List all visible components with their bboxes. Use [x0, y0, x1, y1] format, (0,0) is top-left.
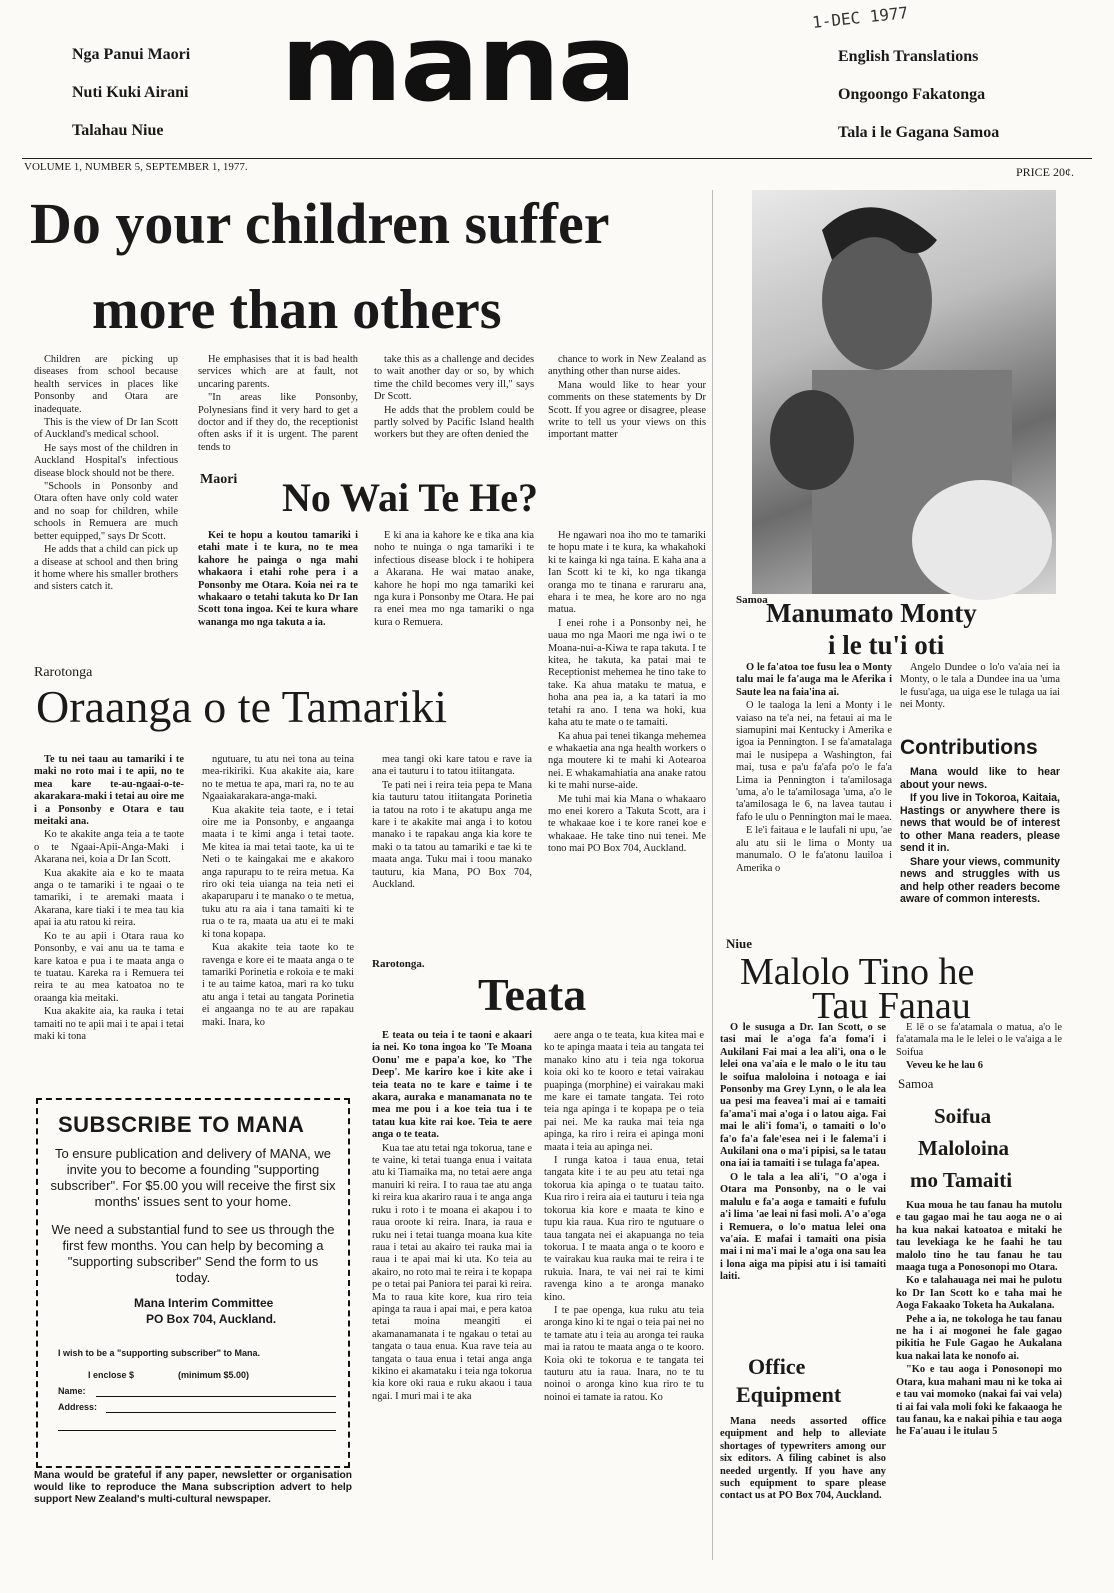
masthead-left: [72, 36, 272, 150]
contributions-body: [900, 766, 1060, 938]
maori-column-2: [374, 530, 534, 660]
masthead-left-line-2: Nuti Kuki Airani: [72, 84, 189, 101]
lead-paragraph: Children are picking up diseases from school because health services in places like Ponsonby and Otara are inadequate.: [34, 354, 178, 415]
subscribe-box: [36, 1098, 350, 1468]
subscribe-title: SUBSCRIBE TO MANA: [58, 1112, 305, 1137]
monty-paragraph: O le taaloga la leni a Monty i le vaiaso na te'a nei, na fetaui ai ma le siamupini mai Kentucky i Amerika e igoa ia Pennington. I se fa'amatalaga mai le nusipepa a Washington, fai mai, tusa e pa'u fa'afa po'o le fa'a Lima ia Pennington i ta'amilosaga 'uma, a'o le ta'amilosaga 'uma, a'o le ta'amilosaga le 6, na lavea tautau i fafo le ulu o Pennington mai le maea.: [736, 700, 892, 823]
column-rule: [712, 190, 713, 1560]
niue-headline-2: Tau Fanau: [812, 985, 971, 1027]
office-title-2: Equipment: [736, 1382, 842, 1407]
office-paragraph: Mana needs assorted office equipment and help to alleviate shortages of typewriters among our six editors. A filing cabinet is also needed urgently. If you have any such equipment to spare please contact us at PO Box 704, Auckland.: [720, 1416, 886, 1502]
niue-paragraph: O le susuga a Dr. Ian Scott, o se tasi mai le a'oga fa'a foma'i i Aukilani Fai mai a lea ali'i, ona o le lelei ona va'aia e le malo o le itu tau le soifua maloloina i notoaga e iai Ponsonby ma Grey Lynn, o le ala lea ua pesi ma feavea'i mai ai e tamaiti fa'ama'i mai a'oga i o latou aiga. Fai mai le ali'i foma'i, o tamaiti o lo'o fa'o fa'a fale'esea nei i le falema'i i Aukilani ona o ma'i pipisi, sa le tatau ona iai ia tamaiti i se tulaga fa'apea.: [720, 1022, 886, 1170]
masthead-right: [838, 38, 1108, 152]
maori-label: Maori: [200, 472, 238, 487]
samoa2-paragraph: Ko e talahauaga nei mai he pulotu ko Dr Ian Scott ko e taha mai he Aoga Fakaako Toketa ha Aukalana.: [896, 1275, 1062, 1312]
lead-paragraph: He adds that a child can pick up a disease at school and then bring it home where his smaller brothers and sisters catch it.: [34, 544, 178, 593]
subscribe-intro: To ensure publication and delivery of MANA, we invite you to become a founding "supporting subscriber". For $5.00 you will receive the first six months' issues sent to your home.: [50, 1146, 336, 1209]
masthead-right-line-1: English Translations: [838, 48, 979, 65]
lead-headline-1: Do your children suffer: [30, 191, 610, 256]
masthead-left-line-3: Talahau Niue: [72, 122, 164, 139]
rarotonga-paragraph: Ko te au apii i Otara raua ko Ponsonby, e vai anu ua te tama e kare katoa e pua i te maata anga o te tuatau. Kareka ra i Remuera tei reira te au mea katoatoa no te oraanga kia meitaki.: [34, 930, 184, 1004]
rarotonga-paragraph: ngutuare, tu atu nei tona au teina mea-rikiriki. Kua akakite aia, kare no te metua te apa, mari ra, no te au Ngaaiakarakara-anga-maki.: [202, 754, 354, 803]
subscribe-enclose-label: I enclose $: [88, 1370, 135, 1380]
teata-headline: Teata: [478, 969, 587, 1020]
monty-column-2: [900, 662, 1060, 728]
niue-label: Niue: [726, 936, 752, 951]
photo-caption-label: Samoa: [736, 594, 768, 606]
rarotonga-paragraph: Ko te akakite anga teia a te taote o te Ngaai-Apii-Anga-Maki i Akarana nei, koia a Dr Ian Scott.: [34, 829, 184, 866]
maori-paragraph: He ngawari noa iho mo te tamariki te hopu mate i te kura, ka whakahoki ki te kainga ki nga taina. E kaha ana a Ian Scott ki te ki, ko nga tikanga oranga mo te tinana e raruraru ana, ehara i te mea, he kore aro no nga matua.: [548, 530, 706, 616]
monty-column-1: [736, 662, 892, 950]
lead-column-1: [34, 354, 178, 656]
subscribe-address-label: Address:: [58, 1402, 98, 1412]
masthead-rule: [22, 158, 1092, 159]
teata-paragraph: E teata ou teia i te taoni e akaari ia nei. Ko tona ingoa ko 'Te Moana Oonu' me e papa'a koe, ko 'The Deep'. Me kariro koe i kite ake i teia teata no te kare e taime i te akara, auraka e manamanata no te mea me pou i a koe teia tua i te tatau kua kite rai koe. Teia te aere anga o te teata.: [372, 1030, 532, 1141]
subscribe-form-statement: I wish to be a "supporting subscriber" to Mana.: [58, 1348, 261, 1358]
subscribe-footnote-text: Mana would be grateful if any paper, newsletter or organisation would like to reproduce the Mana subscription advert to help support New Zealand's multi-cultural newspaper.: [34, 1470, 352, 1506]
rarotonga-column-3: [372, 754, 532, 946]
masthead-logo: mana: [280, 1, 635, 126]
boxer-silhouette: [752, 190, 1056, 594]
subscribe-fund: We need a substantial fund to see us through the first few months. You can help by becoming a "supporting subscriber" Send the form to us today.: [51, 1222, 335, 1285]
lead-paragraph: He adds that the problem could be partly solved by Pacific Island health workers but they are often denied the: [374, 404, 534, 441]
samoa2-headline-2: Maloloina: [918, 1136, 1010, 1160]
lead-paragraph: chance to work in New Zealand as anything other than nurse aides.: [548, 354, 706, 378]
maori-column-1: [198, 530, 358, 660]
teata-column-2: [544, 1030, 704, 1578]
samoa2-body: [896, 1200, 1062, 1530]
maori-paragraph: Me tuhi mai kia Mana o whakaaro mo enei korero a Takuta Scott, ara i te whakaae koe i te kore ranei koe e whakaae. He take tino nui tenei. Me tono mai PO Box 704, Auckland.: [548, 793, 706, 855]
office-title-1: Office: [748, 1354, 806, 1379]
subscribe-address-field[interactable]: [106, 1412, 336, 1413]
monty-headline-2: i le tu'i oti: [828, 630, 945, 660]
contributions-title: Contributions: [900, 736, 1038, 759]
subscribe-footnote: [34, 1470, 352, 1550]
rarotonga-paragraph: Kua akakite teia taote, e i tetai oire me ia Ponsonby, e angaanga maata i te kimi anga i tetai taote. Me kitea ia mai tetai taote, ka ui te Neti o te kaingakai me e akakoro anga rapurapu to te reira metua. Ka riro oki teia uianga na teia neti ei akaparuparu i te manako o te metua, tuku atu ra aia i tana tamaiti ki te rua o te ra, maata ua atu ei te maki ki tona kopapa.: [202, 804, 354, 940]
teata-paragraph: Kua tae atu tetai nga tokorua, tane e te vaine, ki tetai tuanga enua i vaitata atu ki Tiamaika ma, no tetai aere anga manuiri ki reira. I to raua tae atu anga ki reira kua akariro raua i te anga anga ruku i roto i te moana ei akapou i to raua oroote ki reira. Inara, ia raua e ruku nei i tetai tuanga moana kua kite raua i tetai au akairo tei rauka mai ia raua i te apai mai ki uta. Ko teia au akairo, no roto mai te reira i te kopapa pe o tetai pai Paniora tei parai ki reira. Ma to raua kite kore, kua riro teia apinga ta raua i apai mai, e pera katoa tetai moina meangiti ei akamanamanata i te ngakau o tetai au tangata o taua enua. Kua rave teia au tangata o taua enua i tetai anga anga kikino ei akamataku i teia nga tokorua kia kore oki raua e ruku akaou i taua ngai. I muri mai i te aka: [372, 1142, 532, 1402]
lead-paragraph: Mana would like to hear your comments on these statements by Dr Scott. If you agree or disagree, please write to tell us your views on this important matter: [548, 379, 706, 441]
masthead-right-line-3: Tala i le Gagana Samoa: [838, 124, 1000, 141]
teata-column-1: [372, 1030, 532, 1578]
maori-headline: No Wai Te He?: [282, 475, 538, 520]
volume-line: VOLUME 1, NUMBER 5, SEPTEMBER 1, 1977.: [24, 161, 248, 173]
lead-paragraph: This is the view of Dr Ian Scott of Auckland's medical school.: [34, 417, 178, 441]
teata-paragraph: I runga katoa i taua enua, tetai tangata kite i te au peu atu tetai nga tokorua kia apinga o te tuatau taito. Kua riro i reira aia ei tauturu i teia nga tokorua kia kore e maata te kino e tupu kia raua. Kua riro te ngutuare o taua tangata nei ei akapuanga no teia tokorua. I te maata anga o te kooro e te vairakau kua rauka mai te reira i te rukuia. Inara, te vai nei rai te kimi ravenga kino a te aronga manako kino.: [544, 1155, 704, 1303]
niue-continued: Veveu ke he lau 6: [906, 1060, 983, 1072]
subscribe-committee: Mana Interim Committee: [134, 1296, 274, 1310]
maori-paragraph: Kei te hopu a koutou tamariki i etahi mate i te kura, no te mea kahore he painga o nga mahi whakaora i etahi rohe pera i a Ponsonby me Otara. Koia nei ra te whakaaro o tetahi takuta ko Dr Ian Scott tona ingoa. Kei te kura whare wananga mo nga takuta a ia.: [198, 530, 358, 628]
masthead-left-line-1: Nga Panui Maori: [72, 46, 191, 63]
rarotonga-headline: Oraanga o te Tamariki: [36, 681, 448, 732]
monty-paragraph: E le'i faitaua e le laufali ni upu, 'ae alu atu sii le lima o Monty ua manumalo. O le fa'atonu lauiloa i Amerika o: [736, 825, 892, 874]
lead-headline-2: more than others: [92, 279, 502, 341]
rarotonga-paragraph: mea tangi oki kare tatou e rave ia ana ei tauturu i to tatou itiitangata.: [372, 754, 532, 778]
lead-column-3: [374, 354, 534, 474]
office-body: [720, 1416, 886, 1556]
rarotonga-label: Rarotonga: [34, 665, 93, 680]
lead-column-4: [548, 354, 706, 474]
price: PRICE 20¢.: [1016, 165, 1075, 179]
contributions-paragraph: Mana would like to hear about your news.: [900, 766, 1060, 791]
samoa2-label: Samoa: [898, 1076, 934, 1091]
monty-paragraph: O le fa'atoa toe fusu lea o Monty talu mai le fa'auga ma le Aferika i Saute lea na faia'ina ai.: [736, 662, 892, 698]
niue-paragraph: O le tala a lea ali'i, "O a'oga i Otara ma Ponsonby, na o le vai malulu e fa'a aoga e tamaiti e fufulu a'i lima 'ae leai ni fasi moli. A'o a'oga i Remuera, o lo'o matua lelei ona va'aia. E mafai i tamaiti ona pisia mai i ni ma'i mai le a'oga ona sau lea i lona aiga ma pipisi atu i isi tamaiti laiti.: [720, 1171, 886, 1283]
samoa2-paragraph: Pehe a ia, ne tokologa he tau fanau ne ha i ai mogonei he fale gagao pikitia he Fule Gagao he Aukalana kua nakai lata ke nonofo ai.: [896, 1313, 1062, 1362]
rarotonga-paragraph: Te tu nei taau au tamariki i te maki no roto mai i te apii, no te mea kare te-au-ngaai-o-te-akarakara-maki i tetai au oire me i a Ponsonby e Otara e tau meitaki ana.: [34, 754, 184, 828]
subscribe-minimum: (minimum $5.00): [178, 1370, 250, 1380]
lead-paragraph: He emphasises that it is bad health services which are at fault, not uncaring parents.: [198, 354, 358, 390]
rarotonga-column-1: [34, 754, 184, 1092]
rarotonga-column-2: [202, 754, 354, 1092]
date-stamp: 1-DEC 1977: [811, 3, 910, 32]
rarotonga-paragraph: Te pati nei i reira teia pepa te Mana kia tauturu tatou itiitangata Porinetia ia tatou na roto i te akatupu anga me kare i te akakite mai anga i to kotou manako i te rapakau anga kia kore te maki o ta tatou au tamariki e tae ki te maata anga. Tuku mai i toou manako tauturu, kia Mana, PO Box 704, Auckland.: [372, 779, 532, 891]
lead-paragraph: take this as a challenge and decides to wait another day or so, by which time the child becomes very ill," says Dr Scott.: [374, 354, 534, 403]
subscribe-address: PO Box 704, Auckland.: [146, 1312, 277, 1326]
niue-headline-1: Malolo Tino he: [740, 951, 975, 993]
contributions-paragraph: Share your views, community news and struggles with us and help other readers become aware of common interests.: [900, 855, 1060, 905]
niue-column-1: [720, 1022, 886, 1283]
maori-paragraph: I enei rohe i a Ponsonby nei, he uaua mo nga Maori me nga iwi o te Moana-nui-a-Kiwa te rapa takuta. I te kitea, he takuta, ka patai mai te Receptionist mehemea he tino take to take. Ka ahua mataku te matua, e hoha ana pea ia, a ka tatari ia mo tetahi ra ano. I tena wa hoki, kua kaha atu te mate o te tamaiti.: [548, 617, 706, 729]
maori-paragraph: E ki ana ia kahore ke e tika ana kia noho te nuinga o nga tamariki i te infectious disease block i te hohipera a Akarana. He wai matao anake, kahore he hopi mo nga tamariki kei nga kura i Ponsonby me Otara. He pai ra enei mea mo nga tamariki o nga kura o Remuera.: [374, 530, 534, 628]
niue-column-2: [896, 1022, 1062, 1084]
lead-column-2: [198, 354, 358, 474]
masthead-right-line-2: Ongoongo Fakatonga: [838, 86, 986, 103]
boxer-photo: [752, 190, 1056, 594]
maori-paragraph: Ka ahua pai tenei tikanga mehemea e whakaetia ana nga health workers o nga moutere ki te mahi ki Aotearoa nei. E whakamahiatia ana anake ratou ki te mahi nurse-aide.: [548, 730, 706, 792]
lead-paragraph: "In areas like Ponsonby, Polynesians find it very hard to get a doctor and if they do, the receptionist often asks if it is urgent. The parent tends to: [198, 392, 358, 453]
rarotonga-paragraph: Kua akakite teia taote ko te ravenga e kore ei te maata anga o te tamariki Porinetia e rokoia e te maki i te au taime katoa, mari ra ko tuku atu anga i tetai au tangata Porinetia ei angaanga no te au are rapakau maki. Inara, ko: [202, 942, 354, 1028]
samoa2-paragraph: "Ko e tau aoga i Ponosonopi mo Otara, kua mahani mau ni ke toka ai e tau vai momoko (nakai fai vai vela) ti ai fai vala moli foki ke fakaaoga he tau fanau, ka e nakai pihia e tau aoga he Fa'auau i le itulau 5: [896, 1364, 1062, 1438]
monty-headline-1: Manumato Monty: [766, 598, 977, 628]
maori-column-3: [548, 530, 706, 950]
teata-paragraph: aere anga o te teata, kua kitea mai e ko te apinga maata i teia au tangata tei manako kino atu i teia nga tokorua koia oki ko te kooro e tetai vairakau puapinga (morphine) ei vairakau maki me kare ei tamate tangata. Tei roto teia nga apinga i te kopapa pe o teia pai nei. Me ka rauka mai teia nga apinga, ka riro i reira ei apinga moni maata i teia au apinga nei.: [544, 1030, 704, 1153]
teata-label: Rarotonga.: [372, 958, 425, 970]
contributions-paragraph: If you live in Tokoroa, Kaitaia, Hastings or anywhere there is news that would be of interest to other Mana readers, please send it in.: [900, 792, 1060, 854]
rarotonga-paragraph: Kua akakite aia e ko te maata anga o te tamariki i te ngaai o te tamariki, i te aremaki maata i Akarana, kare tiaki i te mea tau kia apai ia atu ratou ki reira.: [34, 867, 184, 929]
samoa2-paragraph: Kua moua he tau fanau ha mutolu e tau gagao mai he tau aoga ne o ai ha kua nakai katoatoa e mitaki he tau levekiaga ke he faahi he tau malolo tino he tau fanau he tau maaga tuga a Ponosonopi mo Otara.: [896, 1200, 1062, 1274]
subscribe-name-field[interactable]: [96, 1396, 336, 1397]
monty-paragraph: Angelo Dundee o lo'o va'aia nei ia Monty, o le tala a Dundee ina ua 'uma le fusu'aga, ua uiga ese le tulaga ua iai nei Monty.: [900, 662, 1060, 711]
samoa2-headline-3: mo Tamaiti: [910, 1168, 1013, 1192]
samoa2-headline-1: Soifua: [934, 1104, 992, 1128]
lead-paragraph: "Schools in Ponsonby and Otara often have only cold water and no soap for children, while schools in Remuera are much better equipped," says Dr Scott.: [34, 481, 178, 542]
subscribe-name-label: Name:: [58, 1386, 86, 1396]
rarotonga-paragraph: Kua akakite aia, ka rauka i tetai tamaiti no te apii mai i te apai i tetai maki ki tona: [34, 1006, 184, 1042]
teata-paragraph: I te pae openga, kua ruku atu teia aronga kino ki te ngai o teia pai nei no te tamate atu i teia au aronga tei rauka mai ia ratou te maata anga o te kooro. Koia oki te tokorua e te tangata tei tauturu atu ia raua. Inara, no te tu noinoi o aronga kino kua riro te tu noinoi ei tamate ia ratou. Ko: [544, 1304, 704, 1403]
lead-paragraph: He says most of the children in Auckland Hospital's infectious disease block should not be there.: [34, 442, 178, 479]
niue-paragraph: E lē o se fa'atamala o matua, a'o le fa'atamala ma le le lelei o le va'aiga a le Soifua: [896, 1022, 1062, 1058]
subscribe-address-field-2[interactable]: [58, 1430, 336, 1431]
